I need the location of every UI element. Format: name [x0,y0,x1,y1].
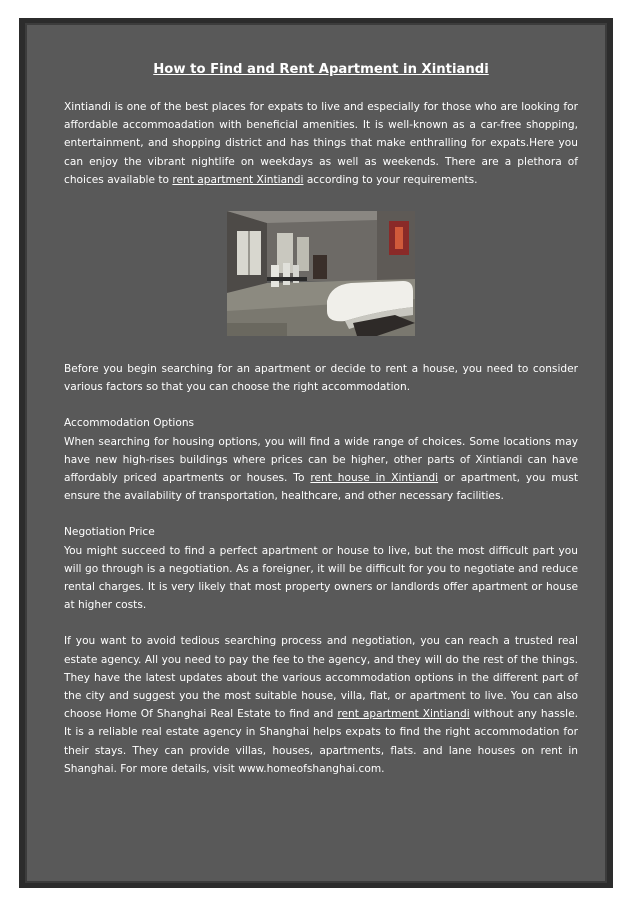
closing-text-end: without any hassle. It is a reliable real estate agency in Shanghai helps expats to find the right accommodation for their stays. They can provide villas, houses, apartments, flats. and lane houses on rent in Shanghai. For more details, visit www.homeofshanghai.com. [64,708,578,775]
accommodation-options-heading: Accommodation Options [64,417,195,430]
closing-paragraph [64,632,578,778]
rent-apartment-xintiandi-link[interactable]: rent apartment Xintiandi [172,173,304,186]
intro-text-end: according to your requirements. [303,173,478,186]
intro-text: Xintiandi is one of the best places for expats to live and especially for those who are looking for affordable accommoadation with beneficial amenities. It is well-known as a car-free shopping, entertainment, and shopping district and has things that make enthralling for expats.Here you can enjoy the vibrant nightlife on weekdays as well as weekends. There are a plethora of choices available to [64,101,578,186]
considerations-paragraph: Before you begin searching for an apartment or decide to rent a house, you need to consider various factors so that you can choose the right accommodation. [64,363,578,394]
apartment-photo [227,211,415,336]
accommodation-text-end: or apartment, you must ensure the availability of transportation, healthcare, and other necessary facilities. [64,472,579,503]
document-content [64,61,578,778]
accommodation-options-paragraph [64,433,578,506]
negotiation-price-paragraph: You might succeed to find a perfect apartment or house to live, but the most difficult part you will go through is a negotiation. As a foreigner, it will be difficult for you to negotiate and reduce rental charges. It is very likely that most property owners or landlords offer apartment or house at higher costs. [64,544,578,612]
accommodation-text: When searching for housing options, you will find a wide range of choices. Some locations may have new high-rises buildings where prices can be higher, other parts of Xintiandi can have affordably priced apartments or houses. To [64,435,578,485]
document-page [25,23,607,883]
apartment-living-room-photo-icon [227,211,415,336]
spacer [64,396,578,414]
spacer [64,505,578,523]
intro-paragraph [64,98,578,189]
rent-apartment-xintiandi-link-2[interactable]: rent apartment Xintiandi [337,708,470,721]
spacer [64,614,578,632]
document-title: How to Find and Rent Apartment in Xintiandi [153,62,489,77]
closing-text: If you want to avoid tedious searching process and negotiation, you can reach a trusted real estate agency. All you need to pay the fee to the agency, and they will do the rest of the things. They have the latest updates about the various accommodation options in the different part of the city and suggest you the most suitable house, villa, flat, or apartment to live. You can also choose Home Of Shanghai Real Estate to find and [64,635,578,721]
negotiation-price-heading: Negotiation Price [64,526,155,539]
rent-house-xintiandi-link[interactable]: rent house in Xintiandi [310,472,439,485]
page-frame [19,18,613,888]
